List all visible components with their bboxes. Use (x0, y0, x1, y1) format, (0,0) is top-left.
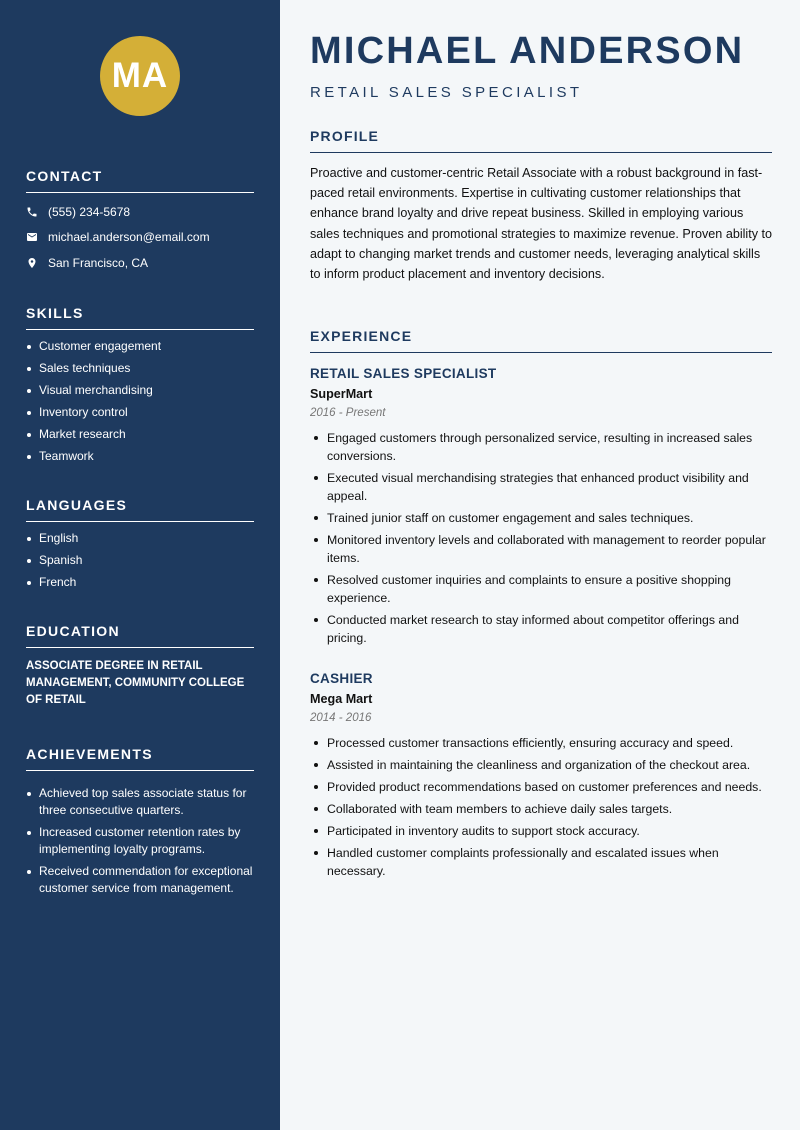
person-role: RETAIL SALES SPECIALIST (310, 84, 583, 101)
languages-list (26, 530, 254, 591)
job-bullet: Conducted market research to stay informed about competitor offerings and pricing. (310, 611, 772, 647)
profile-title: PROFILE (310, 128, 772, 153)
job-bullet: Executed visual merchandising strategies that enhanced product visibility and appeal. (310, 469, 772, 505)
job-bullet: Engaged customers through personalized service, resulting in increased sales conversions. (310, 429, 772, 465)
avatar: MA (100, 36, 180, 116)
location-text: San Francisco, CA (48, 255, 149, 270)
person-name: MICHAEL ANDERSON (310, 30, 745, 72)
education-title: EDUCATION (26, 623, 254, 648)
job-company: SuperMart (310, 387, 373, 401)
job-entry (310, 366, 772, 651)
job-bullet: Monitored inventory levels and collaborated with management to reorder popular items. (310, 531, 772, 567)
skill-item: Sales techniques (26, 360, 254, 377)
achievement-item: Received commendation for exceptional customer service from management. (26, 863, 254, 897)
job-bullet: Assisted in maintaining the cleanliness and organization of the checkout area. (310, 756, 772, 774)
job-bullet: Resolved customer inquiries and complaints to ensure a positive shopping experience. (310, 571, 772, 607)
sidebar (0, 0, 280, 1130)
job-bullet: Participated in inventory audits to support stock accuracy. (310, 822, 772, 840)
languages-section (26, 497, 254, 596)
contact-title: CONTACT (26, 168, 254, 193)
job-bullets (310, 429, 772, 647)
contact-phone (26, 199, 254, 225)
skills-title: SKILLS (26, 305, 254, 330)
contact-location (26, 250, 254, 276)
job-bullets (310, 734, 772, 880)
job-bullet: Trained junior staff on customer engagement and sales techniques. (310, 509, 772, 527)
contact-email (26, 225, 254, 251)
languages-title: LANGUAGES (26, 497, 254, 522)
achievement-item: Achieved top sales associate status for three consecutive quarters. (26, 785, 254, 819)
email-text: michael.anderson@email.com (48, 230, 210, 245)
job-entry (310, 671, 772, 884)
contact-section (26, 168, 254, 276)
achievement-item: Increased customer retention rates by implementing loyalty programs. (26, 824, 254, 858)
job-bullet: Handled customer complaints professionally and escalated issues when necessary. (310, 844, 772, 880)
achievements-title: ACHIEVEMENTS (26, 746, 254, 771)
job-title: RETAIL SALES SPECIALIST (310, 366, 497, 381)
skill-item: Inventory control (26, 404, 254, 421)
language-item: Spanish (26, 552, 254, 569)
job-bullet: Provided product recommendations based on customer preferences and needs. (310, 778, 772, 796)
skills-list (26, 338, 254, 465)
achievements-section (26, 746, 254, 902)
skills-section (26, 305, 254, 470)
skill-item: Visual merchandising (26, 382, 254, 399)
skill-item: Teamwork (26, 448, 254, 465)
phone-icon (26, 206, 38, 218)
education-section (26, 623, 254, 709)
job-bullet: Collaborated with team members to achieve daily sales targets. (310, 800, 772, 818)
language-item: English (26, 530, 254, 547)
job-dates: 2016 - Present (310, 407, 386, 419)
skill-item: Customer engagement (26, 338, 254, 355)
job-bullet: Processed customer transactions efficiently, ensuring accuracy and speed. (310, 734, 772, 752)
skill-item: Market research (26, 426, 254, 443)
location-pin-icon (26, 257, 38, 269)
achievements-list (26, 785, 254, 897)
mail-icon (26, 231, 38, 243)
experience-title: EXPERIENCE (310, 328, 772, 353)
job-title: CASHIER (310, 671, 373, 686)
job-company: Mega Mart (310, 692, 373, 706)
language-item: French (26, 574, 254, 591)
profile-text: Proactive and customer-centric Retail Associate with a robust background in fast-paced retail environments. Expertise in cultivating customer relationships that enhance brand loyalty and drive repeat business. Skilled in employing various sales techniques and promotional strategies to maximize revenue. Proven ability to adapt to changing market trends and customer needs, leveraging analytical skills to inform product placement and inventory decisions. (310, 166, 773, 282)
phone-text: (555) 234-5678 (48, 204, 131, 219)
education-degree: ASSOCIATE DEGREE IN RETAIL MANAGEMENT, COMMUNITY COLLEGE OF RETAIL (26, 660, 245, 706)
job-dates: 2014 - 2016 (310, 712, 372, 724)
